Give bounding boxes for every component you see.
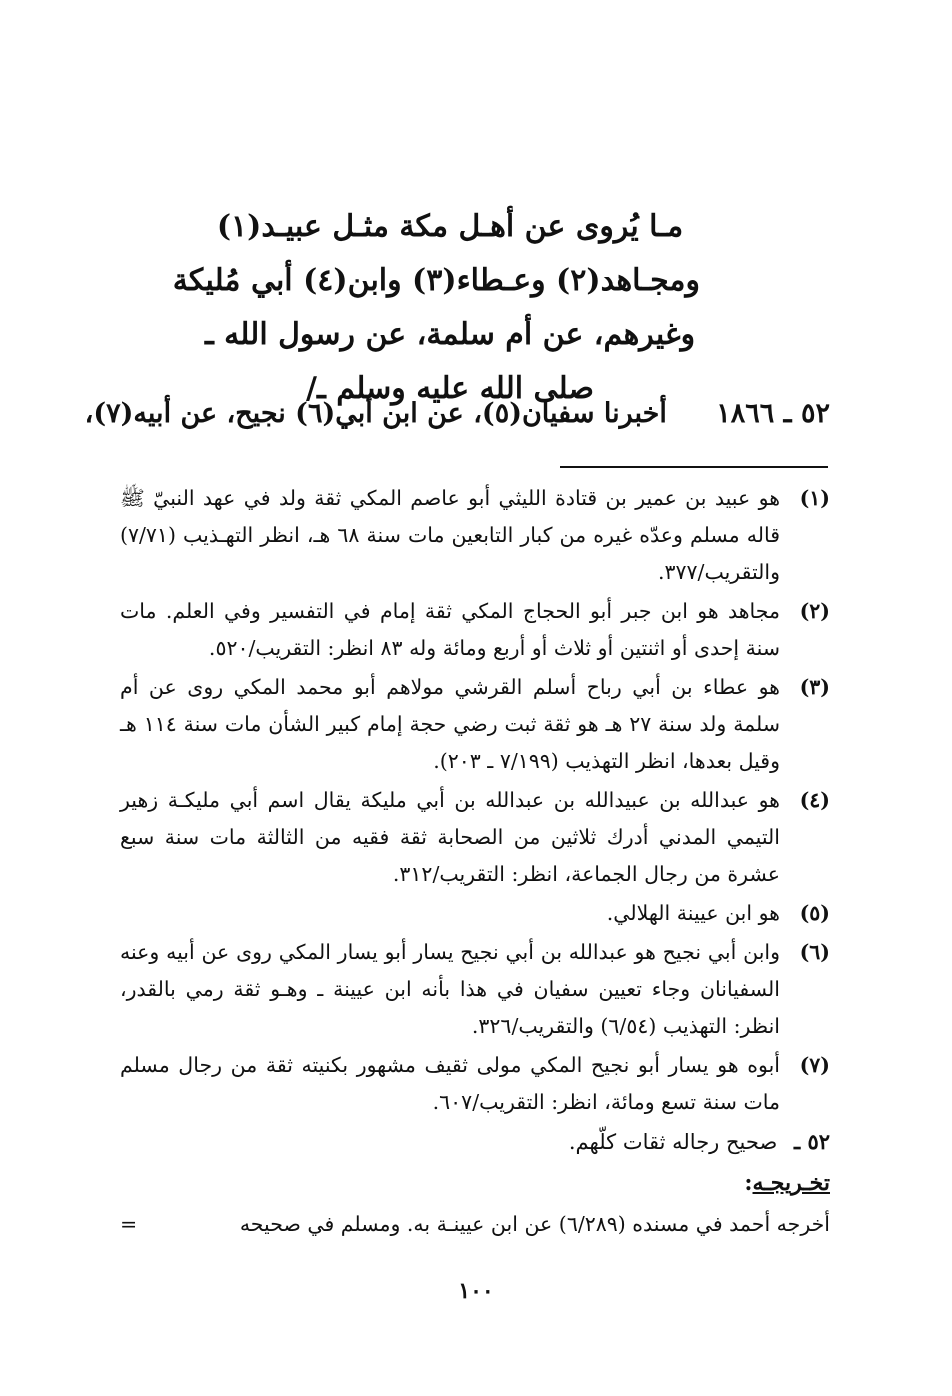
heading-line: مـا يُروى عن أهـل مكة مثـل عبيـد(١) — [216, 209, 684, 244]
footnote — [120, 1047, 830, 1121]
footnote-text: هو ابن عيينة الهلالي. — [606, 901, 780, 925]
hadith-number: ٥٢ ـ ١٨٦٦ — [716, 398, 830, 429]
footnote — [120, 782, 830, 893]
footnote-text: هو عطاء بن أبي رباح أسلم القرشي مولاهم أبو محمد المكي روى عن أم سلمة ولد سنة ٢٧ هـ هو ثقة ثبت رضي حجة إمام كبير الشأن مات سنة ١١٤ هـ وقيل بعدها، انظر التهذيب (٧/١٩٩ ـ ٢٠٣). — [120, 675, 780, 773]
takhrij-text: أخرجه أحمد في مسنده (٦/٢٨٩) عن ابن عيينـة به. ومسلم في صحيحه — [239, 1212, 830, 1236]
footnote — [120, 934, 830, 1045]
heading-line: ومجـاهد(٢) وعـطاء(٣) وابن(٤) أبي مُليكة — [172, 263, 700, 298]
hadith-line — [84, 392, 830, 436]
heading-line: صلى الله عليه وسلم ـ/ — [306, 371, 594, 406]
footnote-mark: (٤) — [799, 788, 830, 812]
footnote-mark: (٧) — [799, 1053, 830, 1077]
footnote — [120, 669, 830, 780]
footnote — [120, 480, 830, 591]
footnotes — [120, 480, 830, 1243]
footnote-separator — [560, 466, 828, 468]
footnote — [120, 895, 830, 932]
takhrij-heading — [120, 1165, 830, 1202]
hadith-text: أخبرنا سفيان(٥)، عن ابن أبي(٦) نجيح، عن أبيه(٧)، — [84, 398, 667, 429]
footnote-text: هو عبدالله بن عبيدالله بن عبدالله بن أبي مليكة يقال اسم أبي مليكـة زهير التيمي المدني أدرك ثلاثين من الصحابة ثقة فقيه من الثالثة مات سنة سبع عشرة من رجال الجماعة، انظر: التقريب/٣١٢. — [120, 788, 780, 886]
footnote-mark: (٢) — [799, 599, 830, 623]
grade-mark: ٥٢ ـ — [793, 1129, 830, 1154]
hadith-grade — [120, 1123, 830, 1161]
footnote-text: أبوه هو يسار أبو نجيح المكي مولى ثقيف مشهور بكنيته ثقة من رجال مسلم مات سنة تسع ومائة، انظر: التقريب/٦٠٧. — [120, 1053, 780, 1114]
takhrij-line — [120, 1206, 830, 1243]
footnote-mark: (٦) — [799, 940, 830, 964]
grade-text: صحيح رجاله ثقات كلّهم. — [568, 1130, 778, 1154]
chapter-heading — [172, 200, 700, 416]
continuation-mark: = — [120, 1212, 138, 1236]
page-number: ١٠٠ — [458, 1278, 494, 1304]
footnote-mark: (١) — [799, 486, 830, 510]
footnote-mark: (٣) — [799, 675, 830, 699]
footnote-text: هو عبيد بن عمير بن قتادة الليثي أبو عاصم المكي ثقة ولد في عهد النبيّ ﷺ قاله مسلم وعدّه غيره من كبار التابعين مات سنة ٦٨ هـ، انظر التهـذيب (٧/٧١) والتقريب/٣٧٧. — [120, 486, 781, 584]
footnote-text: مجاهد هو ابن جبر أبو الحجاج المكي ثقة إمام في التفسير وفي العلم. مات سنة إحدى أو اثنتين أو ثلاث أو أربع ومائة وله ٨٣ انظر: التقريب/٥٢٠. — [120, 599, 780, 660]
footnote-mark: (٥) — [799, 901, 830, 925]
footnote-text: وابن أبي نجيح هو عبدالله بن أبي نجيح يسار أبو يسار المكي روى عن أبيه وعنه السفيانان وجاء تعيين سفيان في هذا بأنه ابن عيينة ـ وهـو ثقة رمي بالقدر، انظر: التهذيب (٦/٥٤) والتقريب/٣٢٦. — [120, 940, 780, 1038]
takhrij-heading-colon: : — [744, 1170, 753, 1196]
heading-line: وغيرهم، عن أم سلمة، عن رسول الله ـ — [204, 317, 696, 352]
footnote — [120, 593, 830, 667]
takhrij-heading-text: تخـريجـه — [752, 1170, 830, 1196]
